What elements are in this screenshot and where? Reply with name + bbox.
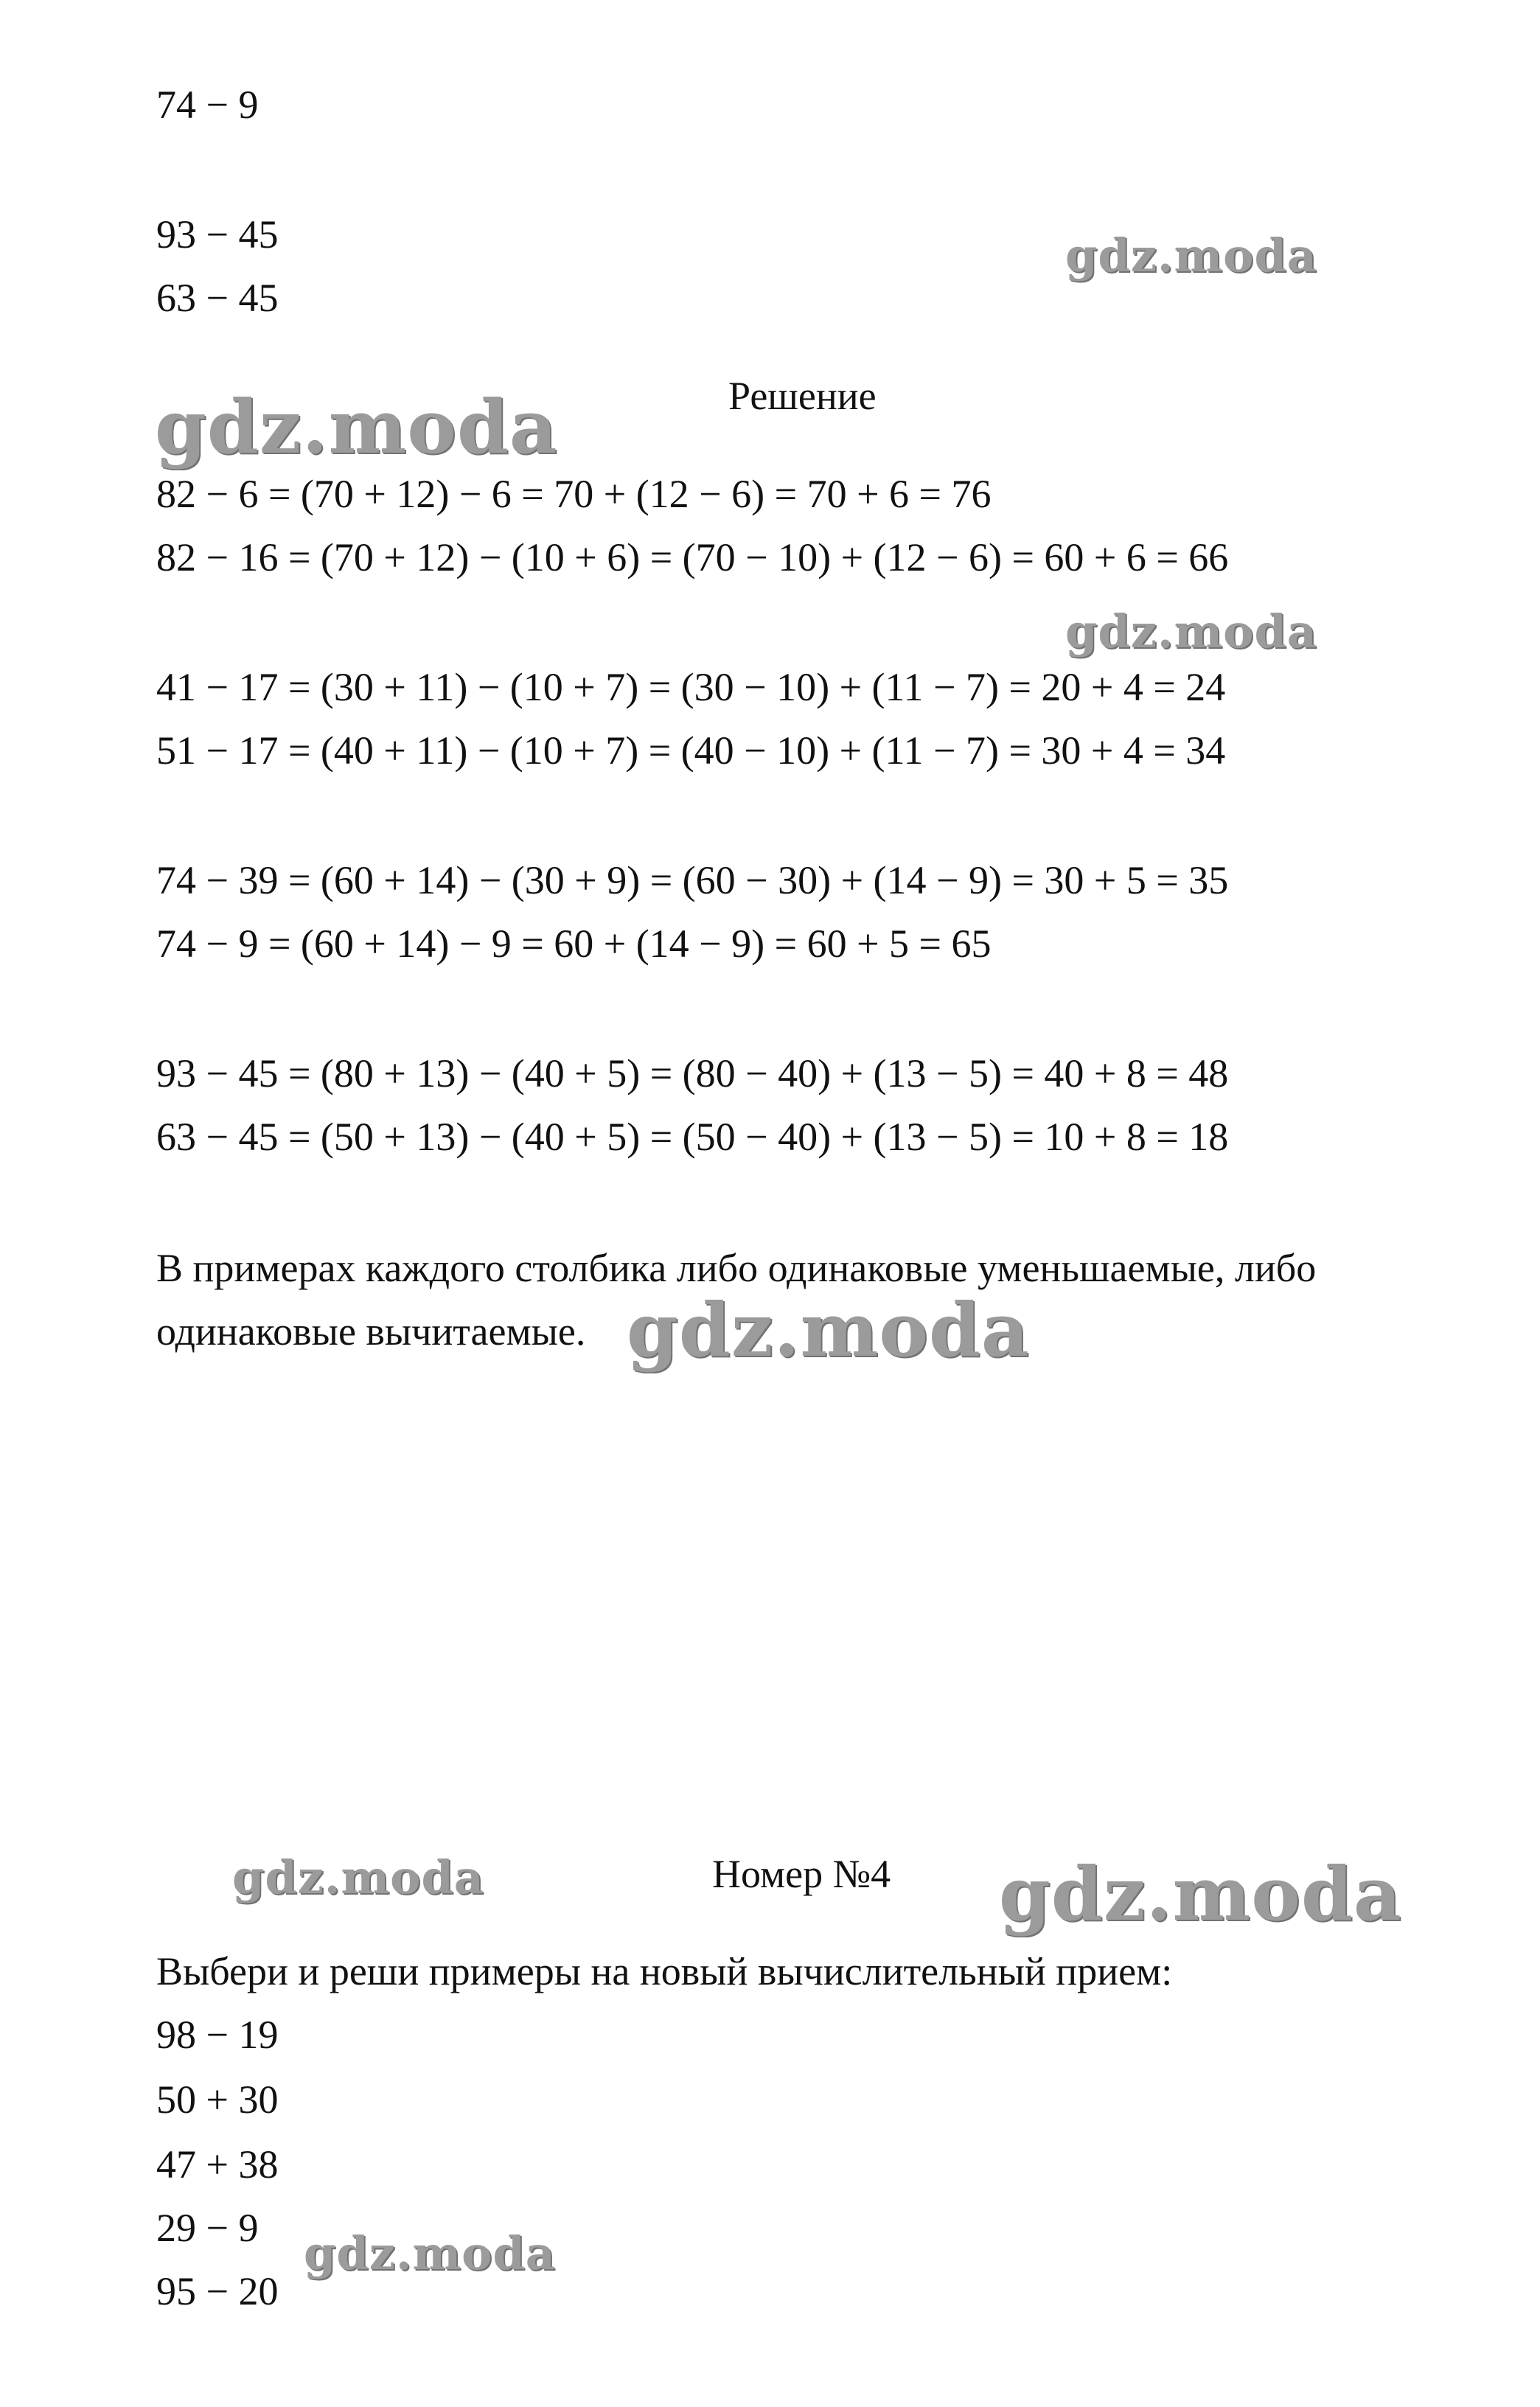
task-example: 98 − 19 <box>156 2013 279 2057</box>
example-line: 93 − 45 <box>156 212 279 257</box>
task-text: Выбери и реши примеры на новый вычислительный прием: <box>156 1949 1173 1993</box>
task-example: 50 + 30 <box>156 2077 279 2122</box>
watermark: gdz.moda <box>1065 229 1317 282</box>
conclusion-line-2: одинаковые вычитаемые. <box>156 1309 586 1354</box>
solution-heading: Решение <box>728 374 877 418</box>
solution-line: 82 − 6 = (70 + 12) − 6 = 70 + (12 − 6) = 70 + 6 = 76 <box>156 472 992 516</box>
solution-line: 41 − 17 = (30 + 11) − (10 + 7) = (30 − 10) + (11 − 7) = 20 + 4 = 24 <box>156 665 1226 709</box>
task-example: 95 − 20 <box>156 2269 279 2313</box>
task-example: 29 − 9 <box>156 2206 259 2250</box>
solution-line: 74 − 39 = (60 + 14) − (30 + 9) = (60 − 30) + (14 − 9) = 30 + 5 = 35 <box>156 858 1229 902</box>
watermark: gdz.moda <box>155 383 558 470</box>
solution-line: 63 − 45 = (50 + 13) − (40 + 5) = (50 − 40) + (13 − 5) = 10 + 8 = 18 <box>156 1115 1229 1159</box>
watermark: gdz.moda <box>304 2226 556 2280</box>
solution-line: 93 − 45 = (80 + 13) − (40 + 5) = (80 − 40) + (13 − 5) = 40 + 8 = 48 <box>156 1051 1229 1095</box>
watermark: gdz.moda <box>1065 605 1317 658</box>
watermark: gdz.moda <box>627 1286 1030 1373</box>
solution-line: 74 − 9 = (60 + 14) − 9 = 60 + (14 − 9) = 60 + 5 = 65 <box>156 922 992 966</box>
watermark: gdz.moda <box>232 1850 484 1904</box>
conclusion-line-1: В примерах каждого столбика либо одинаковые уменьшаемые, либо <box>156 1246 1317 1290</box>
problem-heading: Номер №4 <box>712 1852 891 1896</box>
task-example: 47 + 38 <box>156 2142 279 2187</box>
example-line: 63 − 45 <box>156 276 279 320</box>
solution-line: 51 − 17 = (40 + 11) − (10 + 7) = (40 − 10) + (11 − 7) = 30 + 4 = 34 <box>156 728 1226 773</box>
watermark: gdz.moda <box>999 1850 1402 1937</box>
solution-line: 82 − 16 = (70 + 12) − (10 + 6) = (70 − 10) + (12 − 6) = 60 + 6 = 66 <box>156 535 1229 579</box>
example-line: 74 − 9 <box>156 83 259 127</box>
